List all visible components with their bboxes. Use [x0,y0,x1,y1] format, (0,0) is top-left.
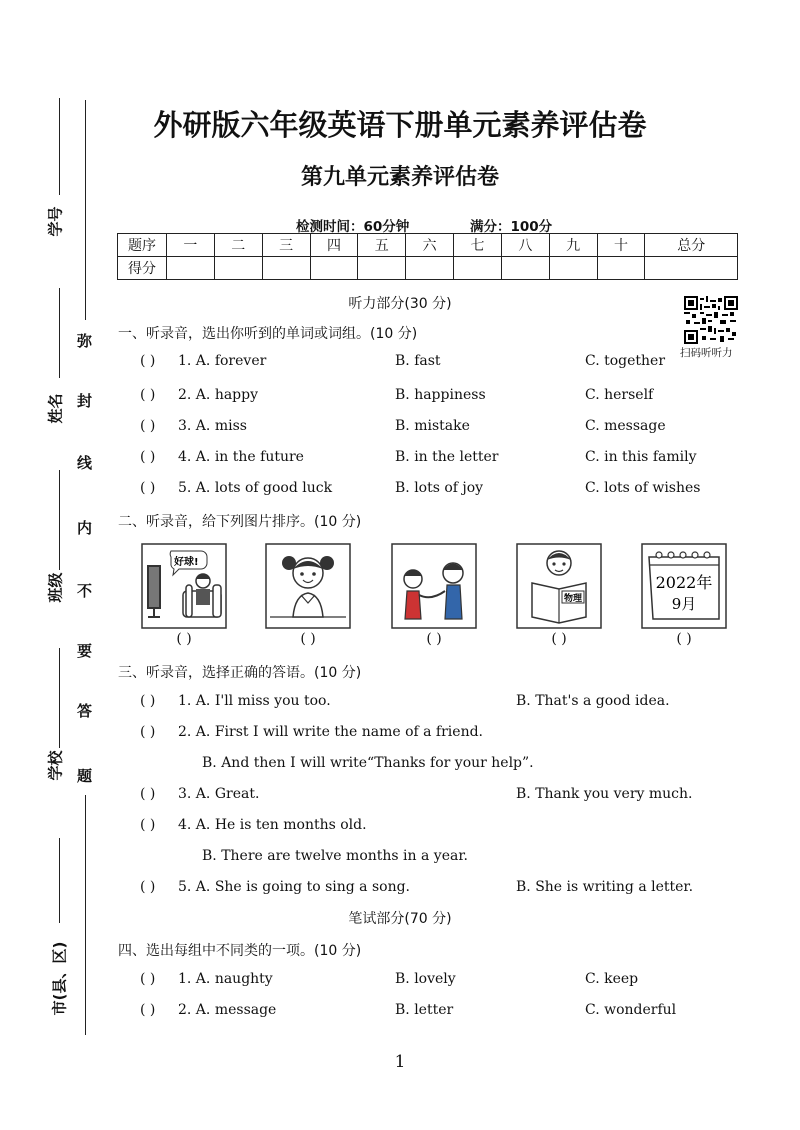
table-cell: 六 [406,234,454,257]
table-cell: 二 [214,234,262,257]
answer-blank[interactable]: ( ) [140,480,156,496]
option-c: C. together [585,353,666,369]
seal-char: 弥 [77,332,93,350]
picture-watching-tv [141,543,227,629]
bubble-text: 好球! [174,557,199,568]
question-row [140,1002,740,1022]
score-input-cell[interactable] [406,257,454,280]
score-input-cell[interactable] [358,257,406,280]
score-table-score-row [118,257,738,280]
page-title: 外研版六年级英语下册单元素养评估卷 [153,108,647,142]
score-input-cell[interactable] [454,257,502,280]
answer-blank[interactable]: ( ) [140,449,156,465]
table-cell: 七 [454,234,502,257]
option-b: B. fast [395,353,441,369]
score-input-cell[interactable] [262,257,310,280]
score-input-cell[interactable] [310,257,358,280]
margin-label-district: 市(县、区) [50,941,69,1016]
option-b: B. in the letter [395,449,499,465]
option-a: 1. A. forever [178,353,267,369]
score-input-cell[interactable] [597,257,645,280]
book-title: 物理 [564,594,583,604]
picture-answer-blank[interactable]: ( ) [676,631,692,647]
margin-label-class: 班级 [46,572,65,603]
listening-heading: 听力部分(30 分) [348,296,452,312]
answer-blank[interactable]: ( ) [140,786,156,802]
option-a: 1. A. I'll miss you too. [178,693,331,709]
score-input-cell[interactable] [501,257,549,280]
option-b: B. lovely [395,971,456,987]
score-input-cell[interactable] [167,257,215,280]
table-cell: 题序 [118,234,167,257]
seal-char: 内 [77,519,93,537]
option-a: 4. A. He is ten months old. [178,817,367,833]
question-row [140,724,740,744]
answer-blank[interactable]: ( ) [140,971,156,987]
picture-girl-smiling [265,543,351,629]
section-1-title: 一、听录音，选出你听到的单词或词组。(10 分) [118,326,418,342]
question-row [140,449,740,469]
answer-blank[interactable]: ( ) [140,693,156,709]
option-b: B. letter [395,1002,454,1018]
question-row [140,480,740,500]
option-a: 5. A. She is going to sing a song. [178,879,411,895]
option-b: B. Thank you very much. [516,786,693,802]
option-b: B. She is writing a letter. [516,879,694,895]
option-a: 3. A. Great. [178,786,260,802]
margin-label-school: 学校 [46,750,65,781]
question-row [140,971,740,991]
section-4-title: 四、选出每组中不同类的一项。(10 分) [118,943,362,959]
answer-blank[interactable]: ( ) [140,879,156,895]
picture-answer-blank[interactable]: ( ) [551,631,567,647]
table-cell: 三 [262,234,310,257]
margin-label-student-id: 学号 [46,206,65,237]
option-b: B. mistake [395,418,470,434]
full-score: 满分：100分 [470,219,553,235]
page-subtitle: 第九单元素养评估卷 [300,165,499,190]
seal-char: 封 [77,392,93,410]
option-b: B. That's a good idea. [516,693,670,709]
seal-char: 答 [77,702,93,720]
picture-answer-blank[interactable]: ( ) [176,631,192,647]
qr-caption: 扫码听听力 [680,347,733,359]
seal-char: 要 [77,642,93,660]
table-cell: 八 [501,234,549,257]
writing-heading: 笔试部分(70 分) [348,911,452,927]
answer-blank[interactable]: ( ) [140,353,156,369]
option-a: 2. A. message [178,1002,277,1018]
option-c: C. lots of wishes [585,480,701,496]
calendar-year: 2022年 [655,573,713,592]
score-input-cell[interactable] [645,257,738,280]
question-row [140,817,740,837]
option-b: B. There are twelve months in a year. [202,848,468,864]
question-row [140,387,740,407]
page-number: 1 [394,1052,406,1072]
option-a: 2. A. happy [178,387,259,403]
score-input-cell[interactable] [549,257,597,280]
table-cell: 九 [549,234,597,257]
question-row [140,353,740,373]
table-cell: 一 [167,234,215,257]
option-c: C. wonderful [585,1002,677,1018]
option-c: C. in this family [585,449,697,465]
seal-char: 不 [77,582,93,600]
question-row [140,755,740,775]
question-row [140,786,740,806]
table-cell: 得分 [118,257,167,280]
option-a: 5. A. lots of good luck [178,480,333,496]
option-c: C. keep [585,971,639,987]
picture-calendar [641,543,727,629]
table-cell: 四 [310,234,358,257]
option-a: 4. A. in the future [178,449,304,465]
picture-answer-blank[interactable]: ( ) [426,631,442,647]
section-2-title: 二、听录音，给下列图片排序。(10 分) [118,514,362,530]
score-table [117,233,738,280]
option-c: C. message [585,418,666,434]
option-a: 3. A. miss [178,418,247,434]
question-row [140,879,740,899]
question-row [140,693,740,713]
question-row [140,848,740,868]
option-b: B. lots of joy [395,480,484,496]
option-b: B. happiness [395,387,486,403]
answer-blank[interactable]: ( ) [140,724,156,740]
section-3-title: 三、听录音，选择正确的答语。(10 分) [118,665,362,681]
option-a: 2. A. First I will write the name of a friend. [178,724,483,740]
table-cell: 总分 [645,234,738,257]
table-cell: 五 [358,234,406,257]
option-b: B. And then I will write“Thanks for your help”. [202,755,534,771]
picture-kids-shaking-hands [391,543,477,629]
calendar-month: 9月 [671,595,697,613]
question-row [140,418,740,438]
picture-boy-reading-physics-book [516,543,602,629]
score-table-header-row [118,234,738,257]
option-c: C. herself [585,387,654,403]
answer-blank[interactable]: ( ) [140,418,156,434]
seal-char: 题 [77,767,93,785]
option-a: 1. A. naughty [178,971,273,987]
seal-char: 线 [77,454,93,472]
picture-answer-blank[interactable]: ( ) [300,631,316,647]
margin-label-name: 姓名 [46,393,65,424]
score-input-cell[interactable] [214,257,262,280]
table-cell: 十 [597,234,645,257]
answer-blank[interactable]: ( ) [140,817,156,833]
answer-blank[interactable]: ( ) [140,387,156,403]
answer-blank[interactable]: ( ) [140,1002,156,1018]
exam-time: 检测时间：60分钟 [296,219,410,235]
